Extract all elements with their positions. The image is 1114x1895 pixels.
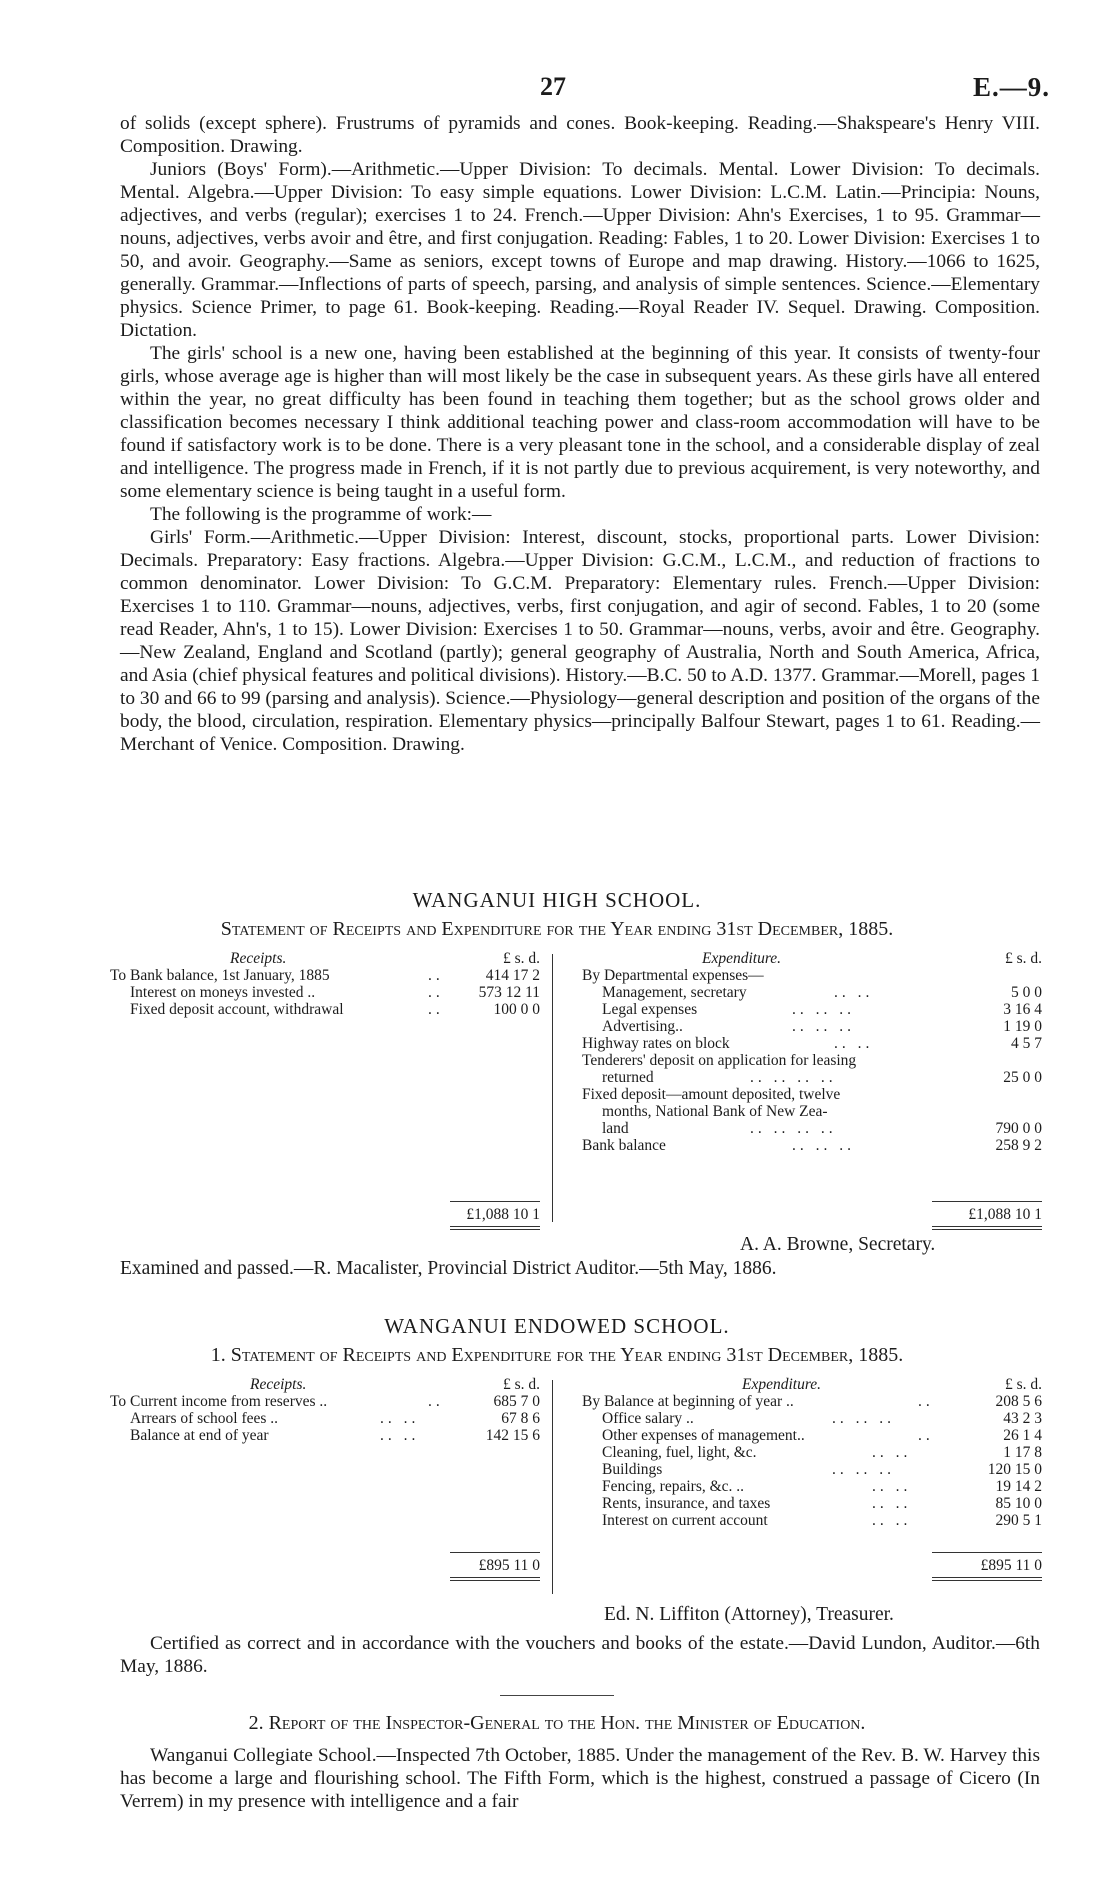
paragraph-girls-form: Girls' Form.—Arithmetic.—Upper Division: Interest, discount, stocks, proportional parts. Lower Division: Decimals. Preparatory: Easy fractions. Algebra.—Upper Division: G.C.M., L.C.M., and reduction of fractions to common denominator. Lower Division: To G.C.M. Preparatory: Elementary rules. French.—Upper Division: Exercises 1 to 110. Grammar—nouns, adjectives, verbs, first conjugation, and agir of second. Fables, 1 to 20 (some read Reader, Ahn's, 1 to 15). Lower Division: Exercises 1 to 50. Grammar—nouns, verbs, avoir and être. Geography.—New Zealand, England and Scotland (partly); general geography of Australia, North and South America, Africa, and Asia (chief physical features and political divisions). History.—B.C. 50 to A.D. 1377. Grammar.—Morell, pages 1 to 30 and 66 to 99 (parsing and analysis). Science.—Physiology—general description and position of the organs of the body, the blood, circulation, respiration. Elementary physics—principally Balfour Stewart, pages 1 to 61. Reading.—Merchant of Venice. Composition. Drawing. bbox=[120, 527, 1040, 755]
expenditure-label: Fencing, repairs, &c. .. bbox=[602, 1478, 745, 1495]
expenditure-amount: 4 5 7 bbox=[1011, 1035, 1042, 1052]
expenditure-row bbox=[582, 1393, 1042, 1410]
expenditure-label: Cleaning, fuel, light, &c. bbox=[602, 1444, 757, 1461]
paragraph-girls-school: The girls' school is a new one, having been established at the beginning of this year. It consists of twenty-four girls, whose average age is higher than will most likely be the case in subsequent years. As these girls have all entered within the year, no great difficulty has been found in teaching them together; but as the school grows older and classification becomes necessary I think additional teaching power and class-room accommodation will have to be found if satisfactory work is to be done. There is a very pleasant tone in the school, and a considerable display of zeal and intelligence. The progress made in French, if it is not partly due to previous acquirement, is very noteworthy, and some elementary science is being taught in a useful form. bbox=[120, 343, 1040, 502]
endowed-school-subtitle: 1. Statement of Receipts and Expenditure for the Year ending 31st December, 1885. bbox=[210, 1344, 904, 1366]
leader-dots: .. .. bbox=[872, 1444, 912, 1461]
leader-dots: .. .. .. bbox=[792, 1001, 855, 1018]
leader-dots: .. bbox=[918, 1393, 934, 1410]
expenditure-row bbox=[582, 967, 1042, 984]
expenditure-label: Management, secretary bbox=[602, 984, 747, 1001]
leader-dots: .. .. .. .. bbox=[750, 1120, 837, 1137]
expenditure-row bbox=[582, 1086, 1042, 1103]
page-number: 27 bbox=[540, 72, 566, 101]
leader-dots: .. .. bbox=[834, 1035, 874, 1052]
lsd-heading: £ s. d. bbox=[502, 950, 540, 967]
programme-text bbox=[120, 112, 1040, 756]
expenditure-amount: 1 17 8 bbox=[1003, 1444, 1042, 1461]
total-double-rule bbox=[932, 1580, 1042, 1581]
expenditure-label: land bbox=[602, 1120, 629, 1137]
expenditure-row bbox=[582, 1444, 1042, 1461]
high-school-expenditure bbox=[582, 950, 1042, 1223]
lsd-heading: £ s. d. bbox=[502, 1376, 540, 1393]
paragraph-programme-intro: The following is the programme of work:— bbox=[150, 504, 492, 525]
leader-dots: .. .. .. bbox=[792, 1018, 855, 1035]
leader-dots: .. .. .. .. bbox=[750, 1069, 837, 1086]
expenditure-amount: 85 10 0 bbox=[995, 1495, 1042, 1512]
receipts-total-row bbox=[340, 1557, 540, 1574]
treasurer-signature: Ed. N. Liffiton (Attorney), Treasurer. bbox=[604, 1604, 894, 1625]
expenditure-label: By Departmental expenses— bbox=[582, 967, 764, 984]
expenditure-label: By Balance at beginning of year .. bbox=[582, 1393, 794, 1410]
total-double-rule bbox=[450, 1229, 540, 1230]
report-text: Wanganui Collegiate School.—Inspected 7th October, 1885. Under the management of the Rev. B. W. Harvey this has become a large and flourishing school. The Fifth Form, which is the highest, construed a passage of Cicero (In Verrem) in my presence with intelligence and a fair bbox=[120, 1745, 1040, 1812]
endowed-school-title: WANGANUI ENDOWED SCHOOL. bbox=[384, 1314, 730, 1338]
expenditure-amount: 1 19 0 bbox=[1003, 1018, 1042, 1035]
expenditure-total: £895 11 0 bbox=[980, 1557, 1042, 1574]
column-divider bbox=[552, 954, 553, 1222]
expenditure-row bbox=[582, 1035, 1042, 1052]
total-double-rule bbox=[450, 1580, 540, 1581]
expenditure-label: Tenderers' deposit on application for leasing bbox=[582, 1052, 857, 1069]
expenditure-amount: 3 16 4 bbox=[1003, 1001, 1042, 1018]
leader-dots: .. bbox=[918, 1427, 934, 1444]
examined-note: Examined and passed.—R. Macalister, Provincial District Auditor.—5th May, 1886. bbox=[120, 1258, 777, 1279]
leader-dots: .. .. bbox=[872, 1478, 912, 1495]
leader-dots: .. .. bbox=[380, 1427, 420, 1444]
expenditure-heading: Expenditure. bbox=[742, 1376, 822, 1393]
expenditure-amount: 258 9 2 bbox=[995, 1137, 1042, 1154]
receipts-heading: Receipts. bbox=[250, 1376, 307, 1393]
endowed-expenditure bbox=[582, 1376, 1042, 1574]
expenditure-heading: Expenditure. bbox=[702, 950, 782, 967]
expenditure-row bbox=[582, 1512, 1042, 1529]
high-school-receipts bbox=[110, 950, 550, 1223]
receipt-label: Fixed deposit account, withdrawal bbox=[130, 1001, 344, 1018]
receipt-label: Arrears of school fees .. bbox=[130, 1410, 279, 1427]
total-double-rule bbox=[932, 1226, 1042, 1227]
total-rule bbox=[932, 1552, 1042, 1553]
leader-dots: .. .. .. bbox=[832, 1461, 895, 1478]
section-rule bbox=[500, 1695, 614, 1696]
expenditure-label: returned bbox=[602, 1069, 654, 1086]
total-rule bbox=[450, 1201, 540, 1202]
column-divider bbox=[552, 1380, 553, 1594]
expenditure-row bbox=[582, 1120, 1042, 1137]
receipts-total: £1,088 10 1 bbox=[466, 1206, 540, 1223]
paragraph-juniors: Juniors (Boys' Form).—Arithmetic.—Upper Division: To decimals. Mental. Lower Division: To decimals. Mental. Algebra.—Upper Division: To easy simple equations. Lower Division: L.C.M. Latin.—Principia: Nouns, adjectives, and verbs (regular); exercises 1 to 24. French.—Upper Division: Ahn's Exercises, 1 to 95. Grammar—nouns, adjectives, verbs avoir and être, and first conjugation. Reading: Fables, 1 to 20. Lower Division: Exercises 1 to 50, and avoir. Geography.—Same as seniors, except towns of Europe and map drawing. History.—1066 to 1625, generally. Grammar.—Inflections of parts of speech, parsing, and analysis of simple sentences. Science.—Elementary physics. Science Primer, to page 61. Book-keeping. Reading.—Royal Reader IV. Sequel. Drawing. Composition. Dictation. bbox=[120, 159, 1040, 341]
receipt-label: Balance at end of year bbox=[130, 1427, 269, 1444]
leader-dots: .. .. bbox=[872, 1512, 912, 1529]
page-header bbox=[0, 72, 1114, 106]
expenditure-amount: 25 0 0 bbox=[1003, 1069, 1042, 1086]
expenditure-label: Legal expenses bbox=[602, 1001, 698, 1018]
expenditure-label: Fixed deposit—amount deposited, twelve bbox=[582, 1086, 841, 1103]
expenditure-label: Highway rates on block bbox=[582, 1035, 730, 1052]
receipt-label: Interest on moneys invested .. bbox=[130, 984, 316, 1001]
receipt-amount: 100 0 0 bbox=[493, 1001, 540, 1018]
expenditure-label: Bank balance bbox=[582, 1137, 666, 1154]
total-rule bbox=[932, 1201, 1042, 1202]
expenditure-row bbox=[582, 1069, 1042, 1086]
receipts-heading: Receipts. bbox=[230, 950, 287, 967]
expenditure-row bbox=[582, 1137, 1042, 1154]
total-double-rule bbox=[932, 1577, 1042, 1578]
expenditure-row bbox=[582, 1018, 1042, 1035]
leader-dots: .. bbox=[428, 1001, 444, 1018]
high-school-title: WANGANUI HIGH SCHOOL. bbox=[412, 888, 702, 912]
receipt-row bbox=[110, 1410, 550, 1427]
expenditure-row bbox=[582, 1427, 1042, 1444]
lsd-heading: £ s. d. bbox=[1004, 1376, 1042, 1393]
leader-dots: .. .. .. bbox=[832, 1410, 895, 1427]
expenditure-label: Interest on current account bbox=[602, 1512, 768, 1529]
expenditure-row bbox=[582, 1001, 1042, 1018]
expenditure-row bbox=[582, 1478, 1042, 1495]
receipts-total-row bbox=[340, 1206, 540, 1223]
leader-dots: .. bbox=[428, 1393, 444, 1410]
receipt-row bbox=[110, 1427, 550, 1444]
expenditure-amount: 19 14 2 bbox=[995, 1478, 1042, 1495]
paragraph-continuation: of solids (except sphere). Frustrums of pyramids and cones. Book-keeping. Reading.—Shakspeare's Henry VIII. Composition. Drawing. bbox=[120, 113, 1040, 157]
certified-note: Certified as correct and in accordance with the vouchers and books of the estate.—David Lundon, Auditor.—6th May, 1886. bbox=[120, 1633, 1040, 1677]
receipt-label: To Bank balance, 1st January, 1885 bbox=[110, 967, 330, 984]
total-double-rule bbox=[450, 1577, 540, 1578]
receipt-label: To Current income from reserves .. bbox=[110, 1393, 328, 1410]
leader-dots: .. bbox=[428, 967, 444, 984]
total-double-rule bbox=[450, 1226, 540, 1227]
receipt-row bbox=[110, 1001, 550, 1018]
receipt-row bbox=[110, 984, 550, 1001]
receipt-amount: 414 17 2 bbox=[485, 967, 540, 984]
leader-dots: .. .. bbox=[834, 984, 874, 1001]
expenditure-row bbox=[582, 1103, 1042, 1120]
high-school-subtitle: Statement of Receipts and Expenditure for the Year ending 31st December, 1885. bbox=[220, 918, 894, 940]
expenditure-amount: 5 0 0 bbox=[1011, 984, 1042, 1001]
expenditure-label: Other expenses of management.. bbox=[602, 1427, 805, 1444]
expenditure-label: Rents, insurance, and taxes bbox=[602, 1495, 771, 1512]
expenditure-amount: 790 0 0 bbox=[995, 1120, 1042, 1137]
expenditure-row bbox=[582, 1052, 1042, 1069]
report-text-block bbox=[120, 1744, 1040, 1813]
leader-dots: .. .. bbox=[872, 1495, 912, 1512]
expenditure-row bbox=[582, 1495, 1042, 1512]
leader-dots: .. .. .. bbox=[792, 1137, 855, 1154]
lsd-heading: £ s. d. bbox=[1004, 950, 1042, 967]
expenditure-total-row bbox=[842, 1557, 1042, 1574]
expenditure-amount: 26 1 4 bbox=[1003, 1427, 1042, 1444]
receipt-row bbox=[110, 967, 550, 984]
expenditure-label: Advertising.. bbox=[602, 1018, 683, 1035]
expenditure-total: £1,088 10 1 bbox=[968, 1206, 1042, 1223]
total-rule bbox=[450, 1552, 540, 1553]
leader-dots: .. bbox=[428, 984, 444, 1001]
leader-dots: .. .. bbox=[380, 1410, 420, 1427]
expenditure-amount: 43 2 3 bbox=[1003, 1410, 1042, 1427]
receipt-amount: 573 12 11 bbox=[478, 984, 540, 1001]
expenditure-amount: 290 5 1 bbox=[995, 1512, 1042, 1529]
receipts-total: £895 11 0 bbox=[478, 1557, 540, 1574]
receipt-amount: 142 15 6 bbox=[485, 1427, 540, 1444]
expenditure-row bbox=[582, 984, 1042, 1001]
endowed-receipts bbox=[110, 1376, 550, 1574]
receipt-amount: 67 8 6 bbox=[501, 1410, 540, 1427]
total-double-rule bbox=[932, 1229, 1042, 1230]
expenditure-amount: 120 15 0 bbox=[987, 1461, 1042, 1478]
certified-note-block bbox=[120, 1632, 1040, 1678]
expenditure-total-row bbox=[842, 1206, 1042, 1223]
expenditure-label: months, National Bank of New Zea- bbox=[602, 1103, 828, 1120]
expenditure-amount: 208 5 6 bbox=[995, 1393, 1042, 1410]
receipt-amount: 685 7 0 bbox=[493, 1393, 540, 1410]
page-code: E.—9. bbox=[972, 72, 1050, 102]
expenditure-row bbox=[582, 1410, 1042, 1427]
expenditure-label: Buildings bbox=[602, 1461, 663, 1478]
expenditure-label: Office salary .. bbox=[602, 1410, 694, 1427]
receipt-row bbox=[110, 1393, 550, 1410]
report-heading: 2. Report of the Inspector-General to the Hon. the Minister of Education. bbox=[248, 1712, 866, 1734]
secretary-signature: A. A. Browne, Secretary. bbox=[740, 1234, 936, 1255]
expenditure-row bbox=[582, 1461, 1042, 1478]
